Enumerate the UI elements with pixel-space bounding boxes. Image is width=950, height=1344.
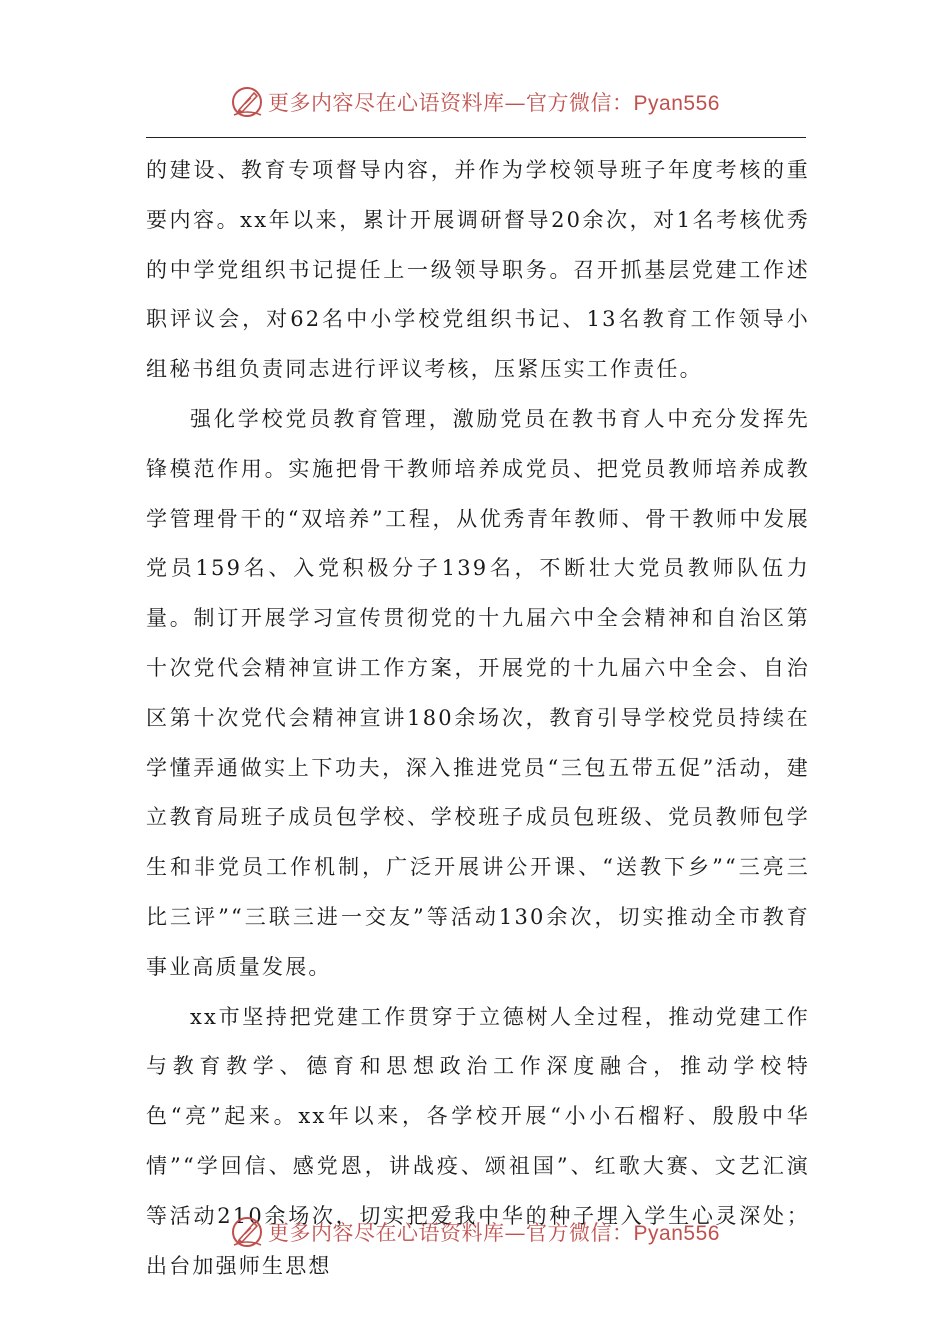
footer-banner-text: 更多内容尽在心语资料库—官方微信：Pyan556 [268,1221,720,1245]
header-divider [146,137,806,138]
header-wechat-id: Pyan556 [633,92,720,115]
quill-pen-logo-icon [230,85,264,119]
quill-pen-logo-icon [230,1215,264,1249]
footer-wechat-id: Pyan556 [633,1222,720,1245]
header-banner-text: 更多内容尽在心语资料库—官方微信：Pyan556 [268,91,720,115]
footer-banner [0,1212,950,1252]
document-body [146,146,810,1291]
paragraph-1: 的建设、教育专项督导内容，并作为学校领导班子年度考核的重要内容。xx年以来，累计开展调研督导20余次，对1名考核优秀的中学党组织书记提任上一级领导职务。召开抓基层党建工作述职评议会，对62名中小学校党组织书记、13名教育工作领导小组秘书组负责同志进行评议考核，压紧压实工作责任。 [146,158,810,382]
paragraph-2: 强化学校党员教育管理，激励党员在教书育人中充分发挥先锋模范作用。实施把骨干教师培养成党员、把党员教师培养成教学管理骨干的“双培养”工程，从优秀青年教师、骨干教师中发展党员159名、入党积极分子139名，不断壮大党员教师队伍力量。制订开展学习宣传贯彻党的十九届六中全会精神和自治区第十次党代会精神宣讲工作方案，开展党的十九届六中全会、自治区第十次党代会精神宣讲180余场次，教育引导学校党员持续在学懂弄通做实上下功夫，深入推进党员“三包五带五促”活动，建立教育局班子成员包学校、学校班子成员包班级、党员教师包学生和非党员工作机制，广泛开展讲公开课、“送教下乡”“三亮三比三评”“三联三进一交友”等活动130余次，切实推动全市教育事业高质量发展。 [146,406,810,979]
header-banner [0,82,950,122]
paragraph-3: xx市坚持把党建工作贯穿于立德树人全过程，推动党建工作与教育教学、德育和思想政治工作深度融合，推动学校特色“亮”起来。xx年以来，各学校开展“小小石榴籽、殷殷中华情”“学回信、感党恩，讲战疫、颂祖国”、红歌大赛、文艺汇演等活动210余场次，切实把爱我中华的种子埋入学生心灵深处；出台加强师生思想 [146,1004,810,1278]
